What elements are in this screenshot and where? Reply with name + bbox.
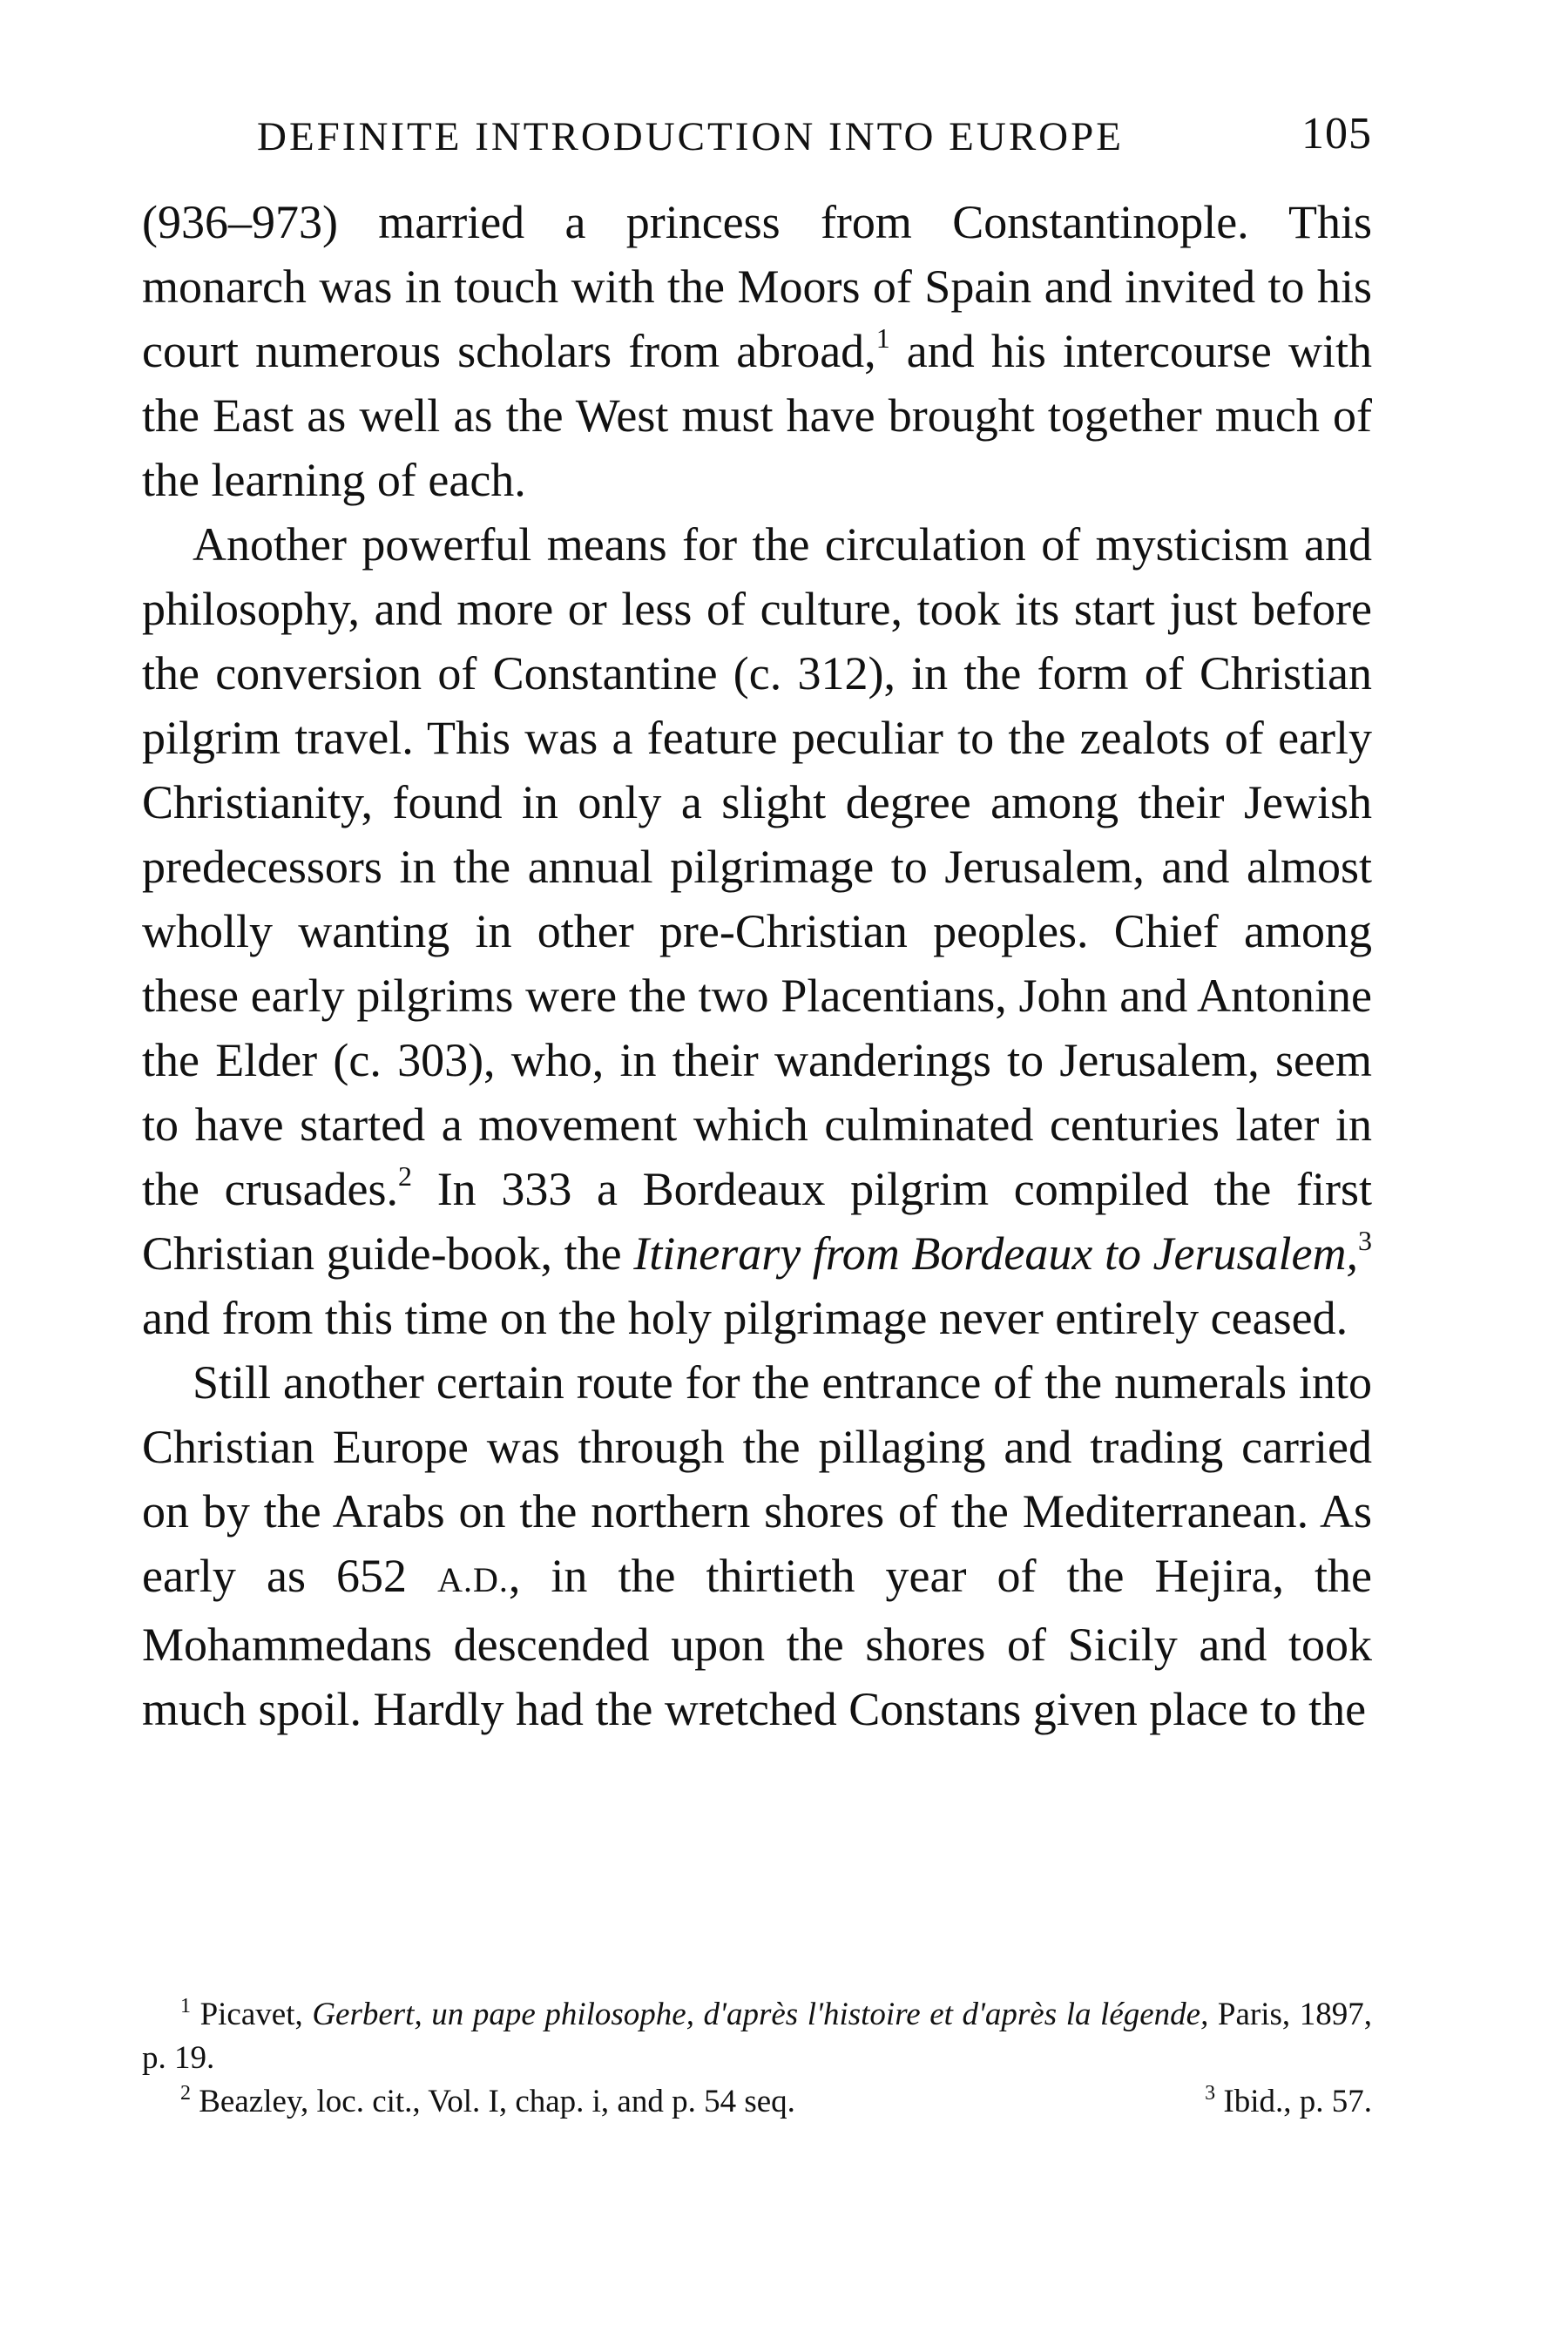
footnote-1-number: 1: [180, 1995, 191, 2017]
paragraph-2-text-a: Another powerful means for the circulation of mysticism and philosophy, and more or less of culture, took its start just before the conversion of Constantine (c. 312), in the form of Christian pilgrim travel. This was a feature peculiar to the zealots of early Christianity, found in only a slight degree among their Jewish predecessors in the annual pilgrimage to Jerusalem, and almost wholly wanting in other pre-Christian peoples. Chief among these early pilgrims were the two Placentians, John and Antonine the Elder (c. 303), who, in their wanderings to Jerusalem, seem to have started a movement which culminated centuries later in the crusades.: [142, 518, 1372, 1215]
footnote-3-number: 3: [1205, 2082, 1216, 2105]
body-text: [142, 190, 1372, 1741]
footnote-2: [180, 2080, 795, 2124]
footnote-1-title: Gerbert, un pape philosophe, d'après l'histoire et d'après la légende,: [312, 1997, 1209, 2032]
footnote-ref-1: 1: [875, 322, 890, 354]
page-header: [257, 103, 1372, 172]
footnote-row-2-3: [142, 2080, 1372, 2124]
footnote-ref-2: 2: [398, 1160, 413, 1192]
footnote-ref-3: 3: [1358, 1225, 1372, 1256]
footnote-2-number: 2: [180, 2082, 191, 2105]
paragraph-1: [142, 190, 1372, 512]
footnote-2-text: Beazley, loc. cit., Vol. I, chap. i, and p. 54 seq.: [191, 2084, 795, 2119]
paragraph-1-tail: and his intercourse with the East as well as the West must have brought together much of the learning of each.: [142, 325, 1372, 506]
running-head: DEFINITE INTRODUCTION INTO EUROPE: [257, 114, 1124, 159]
paragraph-2: [142, 512, 1372, 1350]
page-number: 105: [1301, 109, 1372, 159]
era-abbreviation: A.D.: [437, 1560, 509, 1599]
paragraph-1-text: (936–973) married a princess from Constantinople. This monarch was in touch with the Moors of Spain and invited to his court numerous scholars from abroad,: [142, 196, 1372, 377]
paragraph-2-text-b: In 333 a Bordeaux pilgrim compiled the first Christian guide-book, the: [142, 1163, 1373, 1280]
itinerary-title: Itinerary from Bordeaux to Jerusalem,: [633, 1227, 1358, 1280]
paragraph-3-text-b: , in the thirtieth year of the Hejira, the Mohammedans descended upon the shores of Sicily and took much spoil. Hardly had the wretched Constans given place to the: [142, 1550, 1373, 1735]
footnote-1-rest: Paris, 1897, p. 19.: [142, 1997, 1373, 2076]
paragraph-3-text-a: Still another certain route for the entrance of the numerals into Christian Europe was through the pillaging and trading carried on by the Arabs on the northern shores of the Mediterranean. As early as 652: [142, 1356, 1372, 1602]
paragraph-2-text-c: and from this time on the holy pilgrimage never entirely ceased.: [142, 1292, 1348, 1344]
footnote-3: [1205, 2080, 1372, 2124]
footnote-1-author: Picavet,: [191, 1997, 313, 2032]
footnote-3-text: Ibid., p. 57.: [1215, 2084, 1372, 2119]
footnotes: [142, 1993, 1372, 2124]
footnote-1: [142, 1993, 1372, 2080]
paragraph-3: [142, 1350, 1372, 1741]
